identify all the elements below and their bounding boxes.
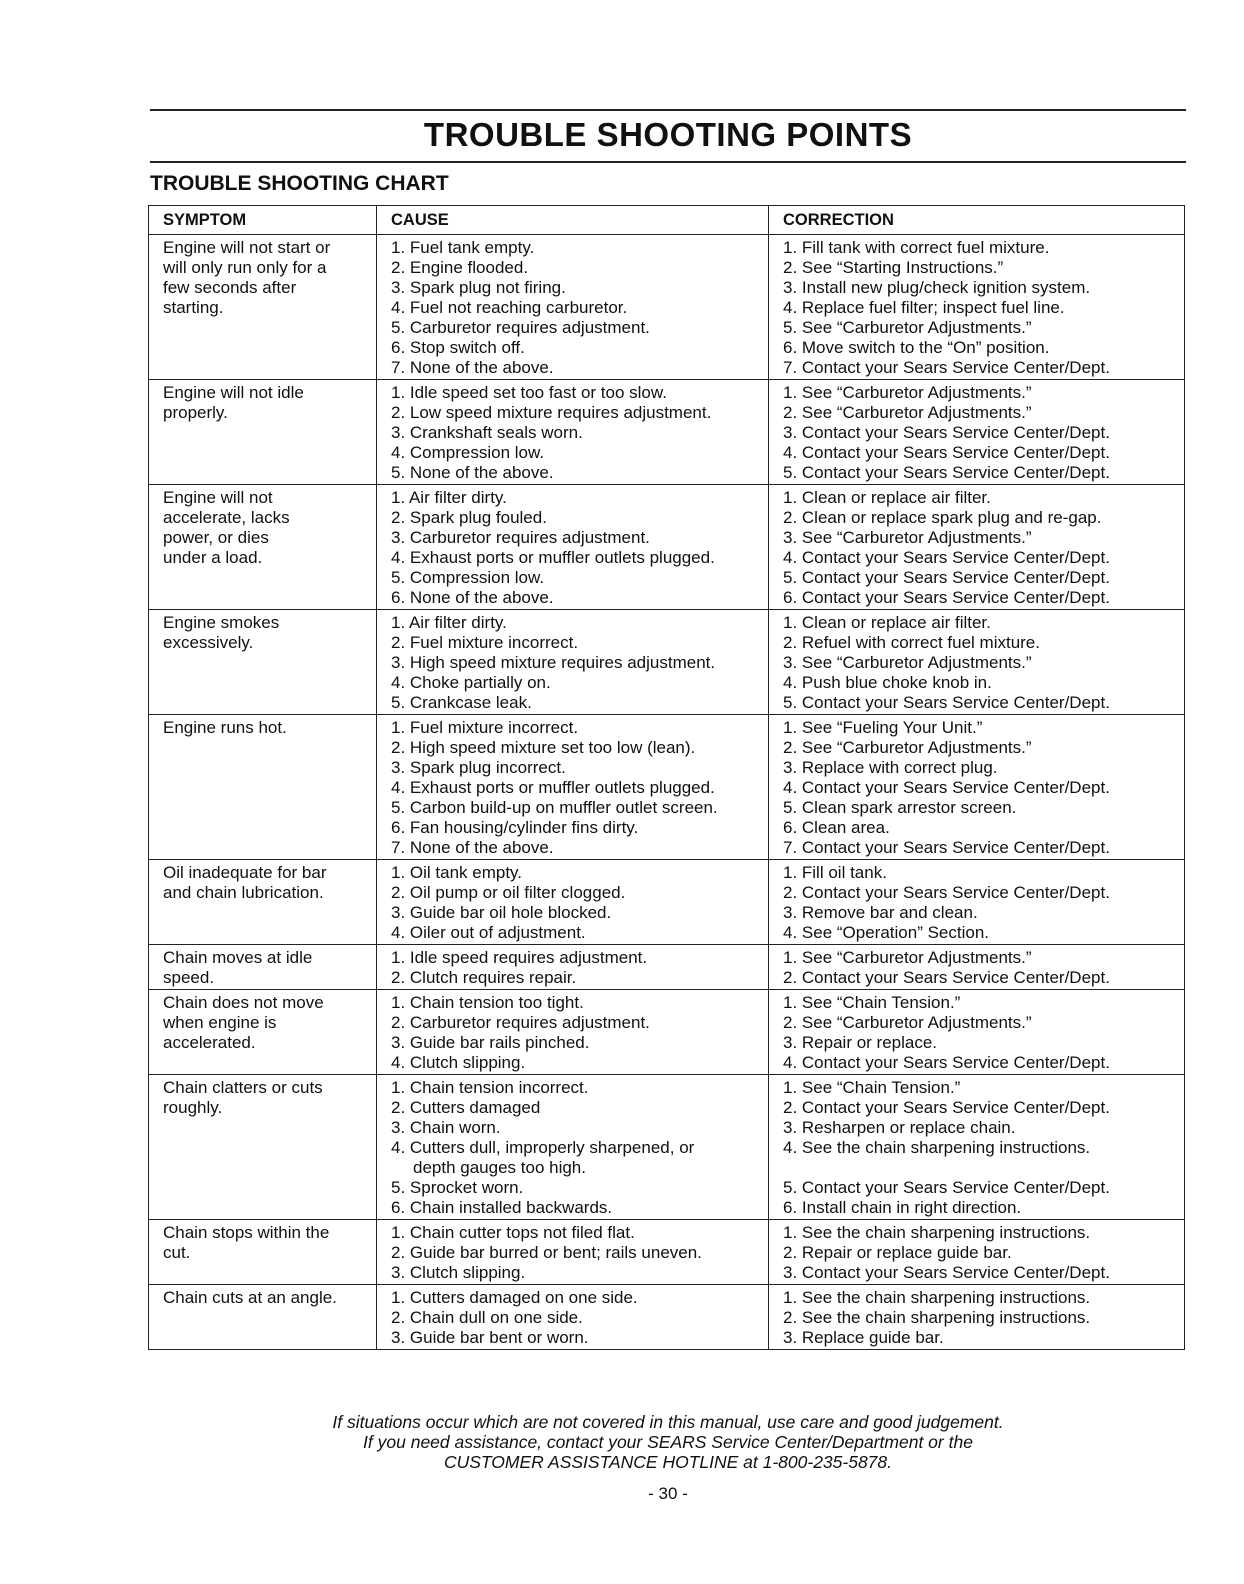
cause-line: 5. Crankcase leak. <box>391 693 532 712</box>
correction-line: 2. Clean or replace spark plug and re-gap. <box>783 508 1102 527</box>
cause-line: 2. Carburetor requires adjustment. <box>391 1013 650 1032</box>
footer-line: CUSTOMER ASSISTANCE HOTLINE at 1-800-235-5878. <box>443 1452 893 1472</box>
symptom-cell: Chain clatters or cuts roughly. <box>149 1075 377 1220</box>
correction-line: 1. See the chain sharpening instructions. <box>783 1288 1091 1307</box>
correction-line: 4. Contact your Sears Service Center/Dept. <box>783 548 1110 567</box>
correction-line: 2. See “Carburetor Adjustments.” <box>783 403 1032 422</box>
symptom-cell: Engine will not idle properly. <box>149 380 377 485</box>
cause-line: 6. Chain installed backwards. <box>391 1198 613 1217</box>
cause-line: 3. Spark plug not firing. <box>391 278 566 297</box>
correction-line: 5. Contact your Sears Service Center/Dept. <box>783 568 1110 587</box>
correction-line: 6. Clean area. <box>783 818 890 837</box>
top-rule <box>150 109 1186 111</box>
table-row <box>149 1220 1185 1285</box>
cause-line: 2. Fuel mixture incorrect. <box>391 633 579 652</box>
cause-line: 3. Guide bar oil hole blocked. <box>391 903 612 922</box>
cause-line: 3. Guide bar bent or worn. <box>391 1328 589 1347</box>
cause-line: 1. Idle speed requires adjustment. <box>391 948 648 967</box>
cause-line: 2. Chain dull on one side. <box>391 1308 583 1327</box>
correction-line: 2. See “Carburetor Adjustments.” <box>783 1013 1032 1032</box>
symptom-cell: Engine smokes excessively. <box>149 610 377 715</box>
correction-line: 5. Clean spark arrestor screen. <box>783 798 1017 817</box>
correction-line: 1. See “Fueling Your Unit.” <box>783 718 983 737</box>
correction-line: 3. Install new plug/check ignition system. <box>783 278 1091 297</box>
cause-line: 1. Cutters damaged on one side. <box>391 1288 638 1307</box>
cause-line: 7. None of the above. <box>391 358 554 377</box>
trouble-shooting-table <box>148 205 1185 1350</box>
cause-line: 1. Chain tension incorrect. <box>391 1078 589 1097</box>
cause-cell <box>377 860 769 945</box>
correction-line: 4. Contact your Sears Service Center/Dept. <box>783 1053 1110 1072</box>
table-row <box>149 235 1185 380</box>
table-header-row <box>149 206 1185 235</box>
correction-line: 6. Move switch to the “On” position. <box>783 338 1050 357</box>
correction-line: 4. Replace fuel filter; inspect fuel line. <box>783 298 1065 317</box>
cause-line: 2. Clutch requires repair. <box>391 968 577 987</box>
correction-line: 1. Fill oil tank. <box>783 863 887 882</box>
symptom-cell: Engine will not start or will only run only for a few seconds after starting. <box>149 235 377 380</box>
cause-line: 1. Chain tension too tight. <box>391 993 584 1012</box>
symptom-cell: Engine runs hot. <box>149 715 377 860</box>
correction-line: 4. Contact your Sears Service Center/Dept. <box>783 778 1110 797</box>
cause-cell <box>377 485 769 610</box>
cause-cell <box>377 715 769 860</box>
header-correction: CORRECTION <box>769 206 1185 235</box>
cause-line: 2. Guide bar burred or bent; rails uneven. <box>391 1243 702 1262</box>
cause-line: 6. None of the above. <box>391 588 554 607</box>
correction-line: 3. Remove bar and clean. <box>783 903 978 922</box>
correction-cell <box>769 235 1185 380</box>
cause-line: 1. Chain cutter tops not filed flat. <box>391 1223 635 1242</box>
correction-line: 5. Contact your Sears Service Center/Dept. <box>783 1178 1110 1197</box>
symptom-cell: Oil inadequate for bar and chain lubrication. <box>149 860 377 945</box>
cause-cell <box>377 945 769 990</box>
cause-cell <box>377 380 769 485</box>
cause-line: 5. None of the above. <box>391 463 554 482</box>
correction-line: 3. Resharpen or replace chain. <box>783 1118 1016 1137</box>
footer-line: If situations occur which are not covered in this manual, use care and good judgement. <box>332 1412 1004 1432</box>
table-row <box>149 860 1185 945</box>
correction-line: 1. See “Chain Tension.” <box>783 993 961 1012</box>
cause-line: 3. Spark plug incorrect. <box>391 758 566 777</box>
correction-line: 1. Fill tank with correct fuel mixture. <box>783 238 1050 257</box>
cause-line: 3. High speed mixture requires adjustment. <box>391 653 716 672</box>
correction-line: 3. See “Carburetor Adjustments.” <box>783 528 1032 547</box>
correction-line: 2. Contact your Sears Service Center/Dept. <box>783 1098 1110 1117</box>
cause-line: 1. Fuel tank empty. <box>391 238 535 257</box>
correction-line: 3. Replace guide bar. <box>783 1328 944 1347</box>
correction-line: 2. Contact your Sears Service Center/Dept. <box>783 883 1110 902</box>
correction-cell <box>769 860 1185 945</box>
table-row <box>149 380 1185 485</box>
table-body <box>149 235 1185 1350</box>
table-row <box>149 1285 1185 1350</box>
header-cause: CAUSE <box>377 206 769 235</box>
cause-line: 4. Choke partially on. <box>391 673 551 692</box>
correction-line: 3. Replace with correct plug. <box>783 758 998 777</box>
correction-cell <box>769 990 1185 1075</box>
correction-line: 4. See the chain sharpening instructions. <box>783 1138 1091 1157</box>
cause-line: 5. Carbon build-up on muffler outlet screen. <box>391 798 718 817</box>
cause-line: 4. Exhaust ports or muffler outlets plugged. <box>391 548 715 567</box>
correction-line: 1. See “Chain Tension.” <box>783 1078 961 1097</box>
cause-line: 5. Carburetor requires adjustment. <box>391 318 650 337</box>
cause-line: 4. Oiler out of adjustment. <box>391 923 586 942</box>
correction-line: 5. Contact your Sears Service Center/Dept. <box>783 463 1110 482</box>
table-row <box>149 610 1185 715</box>
cause-line: 5. Sprocket worn. <box>391 1178 524 1197</box>
table-row <box>149 990 1185 1075</box>
symptom-cell: Chain cuts at an angle. <box>149 1285 377 1350</box>
chart-subtitle: TROUBLE SHOOTING CHART <box>150 172 449 195</box>
correction-line: 2. See “Starting Instructions.” <box>783 258 1004 277</box>
correction-line: 2. See “Carburetor Adjustments.” <box>783 738 1032 757</box>
correction-line: 2. See the chain sharpening instructions. <box>783 1308 1091 1327</box>
page-number: - 30 - <box>648 1484 688 1503</box>
cause-line: 2. Spark plug fouled. <box>391 508 547 527</box>
cause-line: 3. Crankshaft seals worn. <box>391 423 583 442</box>
correction-line: 6. Contact your Sears Service Center/Dept. <box>783 588 1110 607</box>
footer-line: If you need assistance, contact your SEARS Service Center/Department or the <box>363 1432 973 1452</box>
cause-line: 1. Air filter dirty. <box>391 613 507 632</box>
correction-line: 2. Refuel with correct fuel mixture. <box>783 633 1040 652</box>
cause-cell <box>377 610 769 715</box>
cause-line: 2. Cutters damaged <box>391 1098 541 1117</box>
cause-line: 6. Fan housing/cylinder fins dirty. <box>391 818 639 837</box>
correction-line: 4. Push blue choke knob in. <box>783 673 992 692</box>
cause-line: depth gauges too high. <box>413 1158 586 1177</box>
symptom-cell: Chain stops within the cut. <box>149 1220 377 1285</box>
correction-line: 6. Install chain in right direction. <box>783 1198 1022 1217</box>
cause-line: 4. Compression low. <box>391 443 545 462</box>
correction-cell <box>769 945 1185 990</box>
header-symptom: SYMPTOM <box>149 206 377 235</box>
cause-line: 2. Low speed mixture requires adjustment. <box>391 403 712 422</box>
correction-line: 4. Contact your Sears Service Center/Dept. <box>783 443 1110 462</box>
correction-cell <box>769 485 1185 610</box>
correction-line: 3. Contact your Sears Service Center/Dept. <box>783 1263 1110 1282</box>
cause-line: 3. Carburetor requires adjustment. <box>391 528 650 547</box>
cause-cell <box>377 235 769 380</box>
cause-line: 3. Clutch slipping. <box>391 1263 526 1282</box>
cause-line: 4. Clutch slipping. <box>391 1053 526 1072</box>
table-row <box>149 715 1185 860</box>
cause-cell <box>377 990 769 1075</box>
correction-line: 7. Contact your Sears Service Center/Dept. <box>783 358 1110 377</box>
symptom-cell: Engine will not accelerate, lacks power, or dies under a load. <box>149 485 377 610</box>
correction-line: 1. Clean or replace air filter. <box>783 488 991 507</box>
cause-line: 3. Chain worn. <box>391 1118 501 1137</box>
cause-line: 2. Engine flooded. <box>391 258 529 277</box>
cause-line: 2. Oil pump or oil filter clogged. <box>391 883 626 902</box>
cause-line: 4. Exhaust ports or muffler outlets plugged. <box>391 778 715 797</box>
symptom-cell: Chain moves at idle speed. <box>149 945 377 990</box>
footer-note <box>150 1412 1186 1472</box>
correction-line: 1. See “Carburetor Adjustments.” <box>783 383 1032 402</box>
correction-line: 3. Repair or replace. <box>783 1033 938 1052</box>
cause-line: 1. Idle speed set too fast or too slow. <box>391 383 667 402</box>
correction-cell <box>769 380 1185 485</box>
correction-cell <box>769 1075 1185 1220</box>
cause-cell <box>377 1220 769 1285</box>
correction-line: 3. See “Carburetor Adjustments.” <box>783 653 1032 672</box>
cause-line: 2. High speed mixture set too low (lean). <box>391 738 696 757</box>
correction-cell <box>769 610 1185 715</box>
cause-line: 4. Cutters dull, improperly sharpened, or <box>391 1138 695 1157</box>
cause-line: 1. Fuel mixture incorrect. <box>391 718 579 737</box>
correction-line: 1. See the chain sharpening instructions. <box>783 1223 1091 1242</box>
page-title: TROUBLE SHOOTING POINTS <box>423 116 913 153</box>
cause-line: 1. Air filter dirty. <box>391 488 507 507</box>
correction-line: 7. Contact your Sears Service Center/Dept. <box>783 838 1110 857</box>
symptom-cell: Chain does not move when engine is accelerated. <box>149 990 377 1075</box>
correction-line: 4. See “Operation” Section. <box>783 923 990 942</box>
title-underline-rule <box>150 161 1186 163</box>
correction-line: 5. See “Carburetor Adjustments.” <box>783 318 1032 337</box>
correction-cell <box>769 1220 1185 1285</box>
table-row <box>149 945 1185 990</box>
correction-line: 1. See “Carburetor Adjustments.” <box>783 948 1032 967</box>
correction-line: 2. Repair or replace guide bar. <box>783 1243 1012 1262</box>
cause-cell <box>377 1285 769 1350</box>
correction-line <box>783 1158 1178 1178</box>
cause-line: 7. None of the above. <box>391 838 554 857</box>
cause-line: 6. Stop switch off. <box>391 338 525 357</box>
correction-cell <box>769 1285 1185 1350</box>
table-row <box>149 1075 1185 1220</box>
correction-line: 5. Contact your Sears Service Center/Dept. <box>783 693 1110 712</box>
cause-cell <box>377 1075 769 1220</box>
cause-line: 1. Oil tank empty. <box>391 863 523 882</box>
correction-line: 2. Contact your Sears Service Center/Dept. <box>783 968 1110 987</box>
cause-line: 3. Guide bar rails pinched. <box>391 1033 590 1052</box>
cause-line: 4. Fuel not reaching carburetor. <box>391 298 628 317</box>
correction-line: 1. Clean or replace air filter. <box>783 613 991 632</box>
cause-line: 5. Compression low. <box>391 568 545 587</box>
correction-line: 3. Contact your Sears Service Center/Dept. <box>783 423 1110 442</box>
correction-cell <box>769 715 1185 860</box>
table-row <box>149 485 1185 610</box>
